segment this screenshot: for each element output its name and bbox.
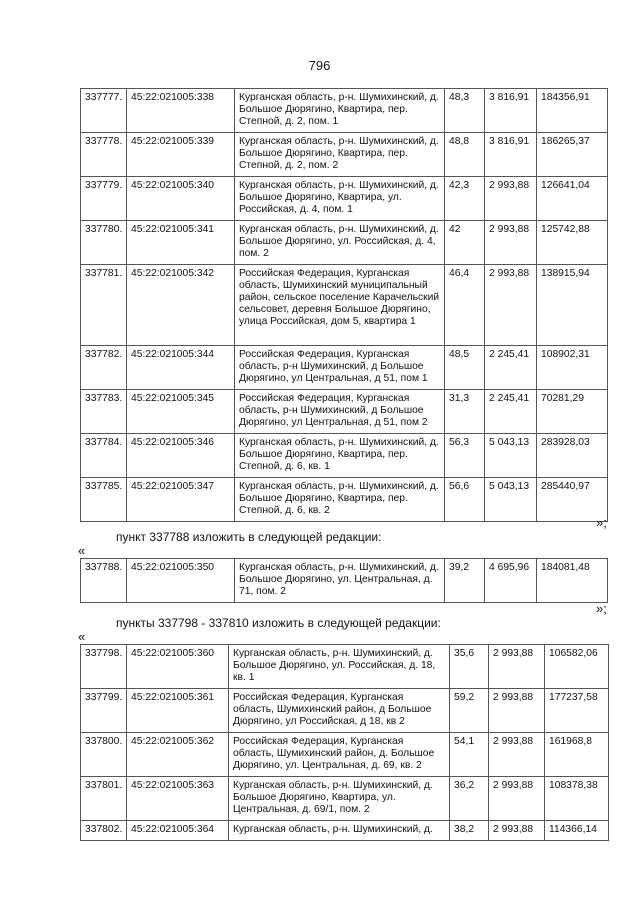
value: 106582,06 xyxy=(545,645,609,689)
address: Российская Федерация, Курганская область, Шумихинский район, д. Большое Дюрягино, ул. Центральная, д. 69, кв. 2 xyxy=(229,733,450,777)
row-number: 337779. xyxy=(81,177,127,221)
address: Российская Федерация, Курганская область, р-н Шумихинский, д Большое Дюрягино, ул Центральная, д 51, пом 1 xyxy=(235,346,445,390)
table-row xyxy=(81,777,609,821)
address: Курганская область, р-н. Шумихинский, д. Большое Дюрягино, Квартира, ул. Центральная, д. 69/1, пом. 2 xyxy=(229,777,450,821)
cadastral-number: 45:22:021005:347 xyxy=(127,478,235,522)
row-number: 337777. xyxy=(81,89,127,133)
table-row xyxy=(81,559,608,603)
closing-quote: »; xyxy=(596,515,607,530)
table-row xyxy=(81,346,608,390)
cadastral-number: 45:22:021005:363 xyxy=(127,777,229,821)
area: 54,1 xyxy=(450,733,489,777)
address: Российская Федерация, Курганская область, Шумихинский муниципальный район, сельское поселение Карачельский сельсовет, деревня Большое Дюрягино, улица Российская, дом 5, квартира 1 xyxy=(235,265,445,346)
value: 184356,91 xyxy=(537,89,608,133)
value: 184081,48 xyxy=(537,559,608,603)
area: 42,3 xyxy=(445,177,485,221)
row-number: 337801. xyxy=(81,777,127,821)
value: 283928,03 xyxy=(537,434,608,478)
cadastral-number: 45:22:021005:350 xyxy=(127,559,235,603)
table-row xyxy=(81,434,608,478)
area: 38,2 xyxy=(450,821,489,841)
address: Курганская область, р-н. Шумихинский, д. Большое Дюрягино, Квартира, пер. Степной, д. 6, кв. 2 xyxy=(235,478,445,522)
opening-quote: « xyxy=(78,629,86,644)
cadastral-number: 45:22:021005:340 xyxy=(127,177,235,221)
area: 48,5 xyxy=(445,346,485,390)
rate: 2 993,88 xyxy=(489,645,545,689)
amendment-paragraph: пункты 337798 - 337810 изложить в следующей редакции: xyxy=(116,616,441,630)
area: 36,2 xyxy=(450,777,489,821)
value: 186265,37 xyxy=(537,133,608,177)
rate: 3 816,91 xyxy=(485,133,537,177)
rate: 2 993,88 xyxy=(485,177,537,221)
table-row xyxy=(81,89,608,133)
amendment-paragraph: пункт 337788 изложить в следующей редакции: xyxy=(116,530,382,544)
address: Курганская область, р-н. Шумихинский, д. Большое Дюрягино, Квартира, пер. Степной, д. 2, пом. 1 xyxy=(235,89,445,133)
address: Российская Федерация, Курганская область, Шумихинский район, д Большое Дюрягино, ул Российская, д 18, кв 2 xyxy=(229,689,450,733)
rate: 2 993,88 xyxy=(489,821,545,841)
rate: 2 245,41 xyxy=(485,390,537,434)
table-row xyxy=(81,177,608,221)
row-number: 337798. xyxy=(81,645,127,689)
table-row xyxy=(81,390,608,434)
registry-table-1 xyxy=(80,88,608,522)
rate: 2 245,41 xyxy=(485,346,537,390)
value: 177237,58 xyxy=(545,689,609,733)
area: 48,8 xyxy=(445,133,485,177)
address: Курганская область, р-н. Шумихинский, д. Большое Дюрягино, ул. Центральная, д. 71, пом. 2 xyxy=(235,559,445,603)
closing-quote: »; xyxy=(596,601,607,616)
row-number: 337800. xyxy=(81,733,127,777)
address: Курганская область, р-н. Шумихинский, д. xyxy=(229,821,450,841)
registry-table-2 xyxy=(80,558,608,603)
area: 48,3 xyxy=(445,89,485,133)
value: 138915,94 xyxy=(537,265,608,346)
area: 56,6 xyxy=(445,478,485,522)
table-row xyxy=(81,221,608,265)
rate: 2 993,88 xyxy=(489,777,545,821)
row-number: 337781. xyxy=(81,265,127,346)
cadastral-number: 45:22:021005:342 xyxy=(127,265,235,346)
cadastral-number: 45:22:021005:344 xyxy=(127,346,235,390)
rate: 2 993,88 xyxy=(489,689,545,733)
row-number: 337780. xyxy=(81,221,127,265)
cadastral-number: 45:22:021005:339 xyxy=(127,133,235,177)
cadastral-number: 45:22:021005:360 xyxy=(127,645,229,689)
value: 125742,88 xyxy=(537,221,608,265)
address: Курганская область, р-н. Шумихинский, д. Большое Дюрягино, Квартира, ул. Российская, д. 4, пом. 1 xyxy=(235,177,445,221)
value: 108378,38 xyxy=(545,777,609,821)
cadastral-number: 45:22:021005:361 xyxy=(127,689,229,733)
rate: 5 043,13 xyxy=(485,478,537,522)
rate: 3 816,91 xyxy=(485,89,537,133)
value: 108902,31 xyxy=(537,346,608,390)
address: Курганская область, р-н. Шумихинский, д. Большое Дюрягино, Квартира, пер. Степной, д. 6, кв. 1 xyxy=(235,434,445,478)
opening-quote: « xyxy=(78,543,86,558)
cadastral-number: 45:22:021005:338 xyxy=(127,89,235,133)
table-row xyxy=(81,478,608,522)
address: Курганская область, р-н. Шумихинский, д. Большое Дюрягино, ул. Российская, д. 4, пом. 2 xyxy=(235,221,445,265)
table-row xyxy=(81,689,609,733)
table-row xyxy=(81,265,608,346)
rate: 2 993,88 xyxy=(489,733,545,777)
area: 35,6 xyxy=(450,645,489,689)
cadastral-number: 45:22:021005:341 xyxy=(127,221,235,265)
address: Российская Федерация, Курганская область, р-н Шумихинский, д Большое Дюрягино, ул Центральная, д 51, пом 2 xyxy=(235,390,445,434)
area: 59,2 xyxy=(450,689,489,733)
rate: 5 043,13 xyxy=(485,434,537,478)
value: 70281,29 xyxy=(537,390,608,434)
cadastral-number: 45:22:021005:362 xyxy=(127,733,229,777)
value: 285440,97 xyxy=(537,478,608,522)
area: 39,2 xyxy=(445,559,485,603)
area: 56,3 xyxy=(445,434,485,478)
page-number: 796 xyxy=(308,58,331,73)
address: Курганская область, р-н. Шумихинский, д. Большое Дюрягино, Квартира, пер. Степной, д. 2, пом. 2 xyxy=(235,133,445,177)
row-number: 337782. xyxy=(81,346,127,390)
area: 46,4 xyxy=(445,265,485,346)
cadastral-number: 45:22:021005:346 xyxy=(127,434,235,478)
row-number: 337783. xyxy=(81,390,127,434)
row-number: 337784. xyxy=(81,434,127,478)
cadastral-number: 45:22:021005:364 xyxy=(127,821,229,841)
value: 161968,8 xyxy=(545,733,609,777)
area: 42 xyxy=(445,221,485,265)
value: 114366,14 xyxy=(545,821,609,841)
row-number: 337785. xyxy=(81,478,127,522)
table-row xyxy=(81,645,609,689)
cadastral-number: 45:22:021005:345 xyxy=(127,390,235,434)
row-number: 337788. xyxy=(81,559,127,603)
value: 126641,04 xyxy=(537,177,608,221)
table-row xyxy=(81,733,609,777)
row-number: 337799. xyxy=(81,689,127,733)
rate: 4 695,96 xyxy=(485,559,537,603)
area: 31,3 xyxy=(445,390,485,434)
rate: 2 993,88 xyxy=(485,265,537,346)
table-row xyxy=(81,821,609,841)
row-number: 337802. xyxy=(81,821,127,841)
address: Курганская область, р-н. Шумихинский, д. Большое Дюрягино, ул. Российская, д. 18, кв. 1 xyxy=(229,645,450,689)
row-number: 337778. xyxy=(81,133,127,177)
registry-table-3 xyxy=(80,644,609,841)
rate: 2 993,88 xyxy=(485,221,537,265)
table-row xyxy=(81,133,608,177)
